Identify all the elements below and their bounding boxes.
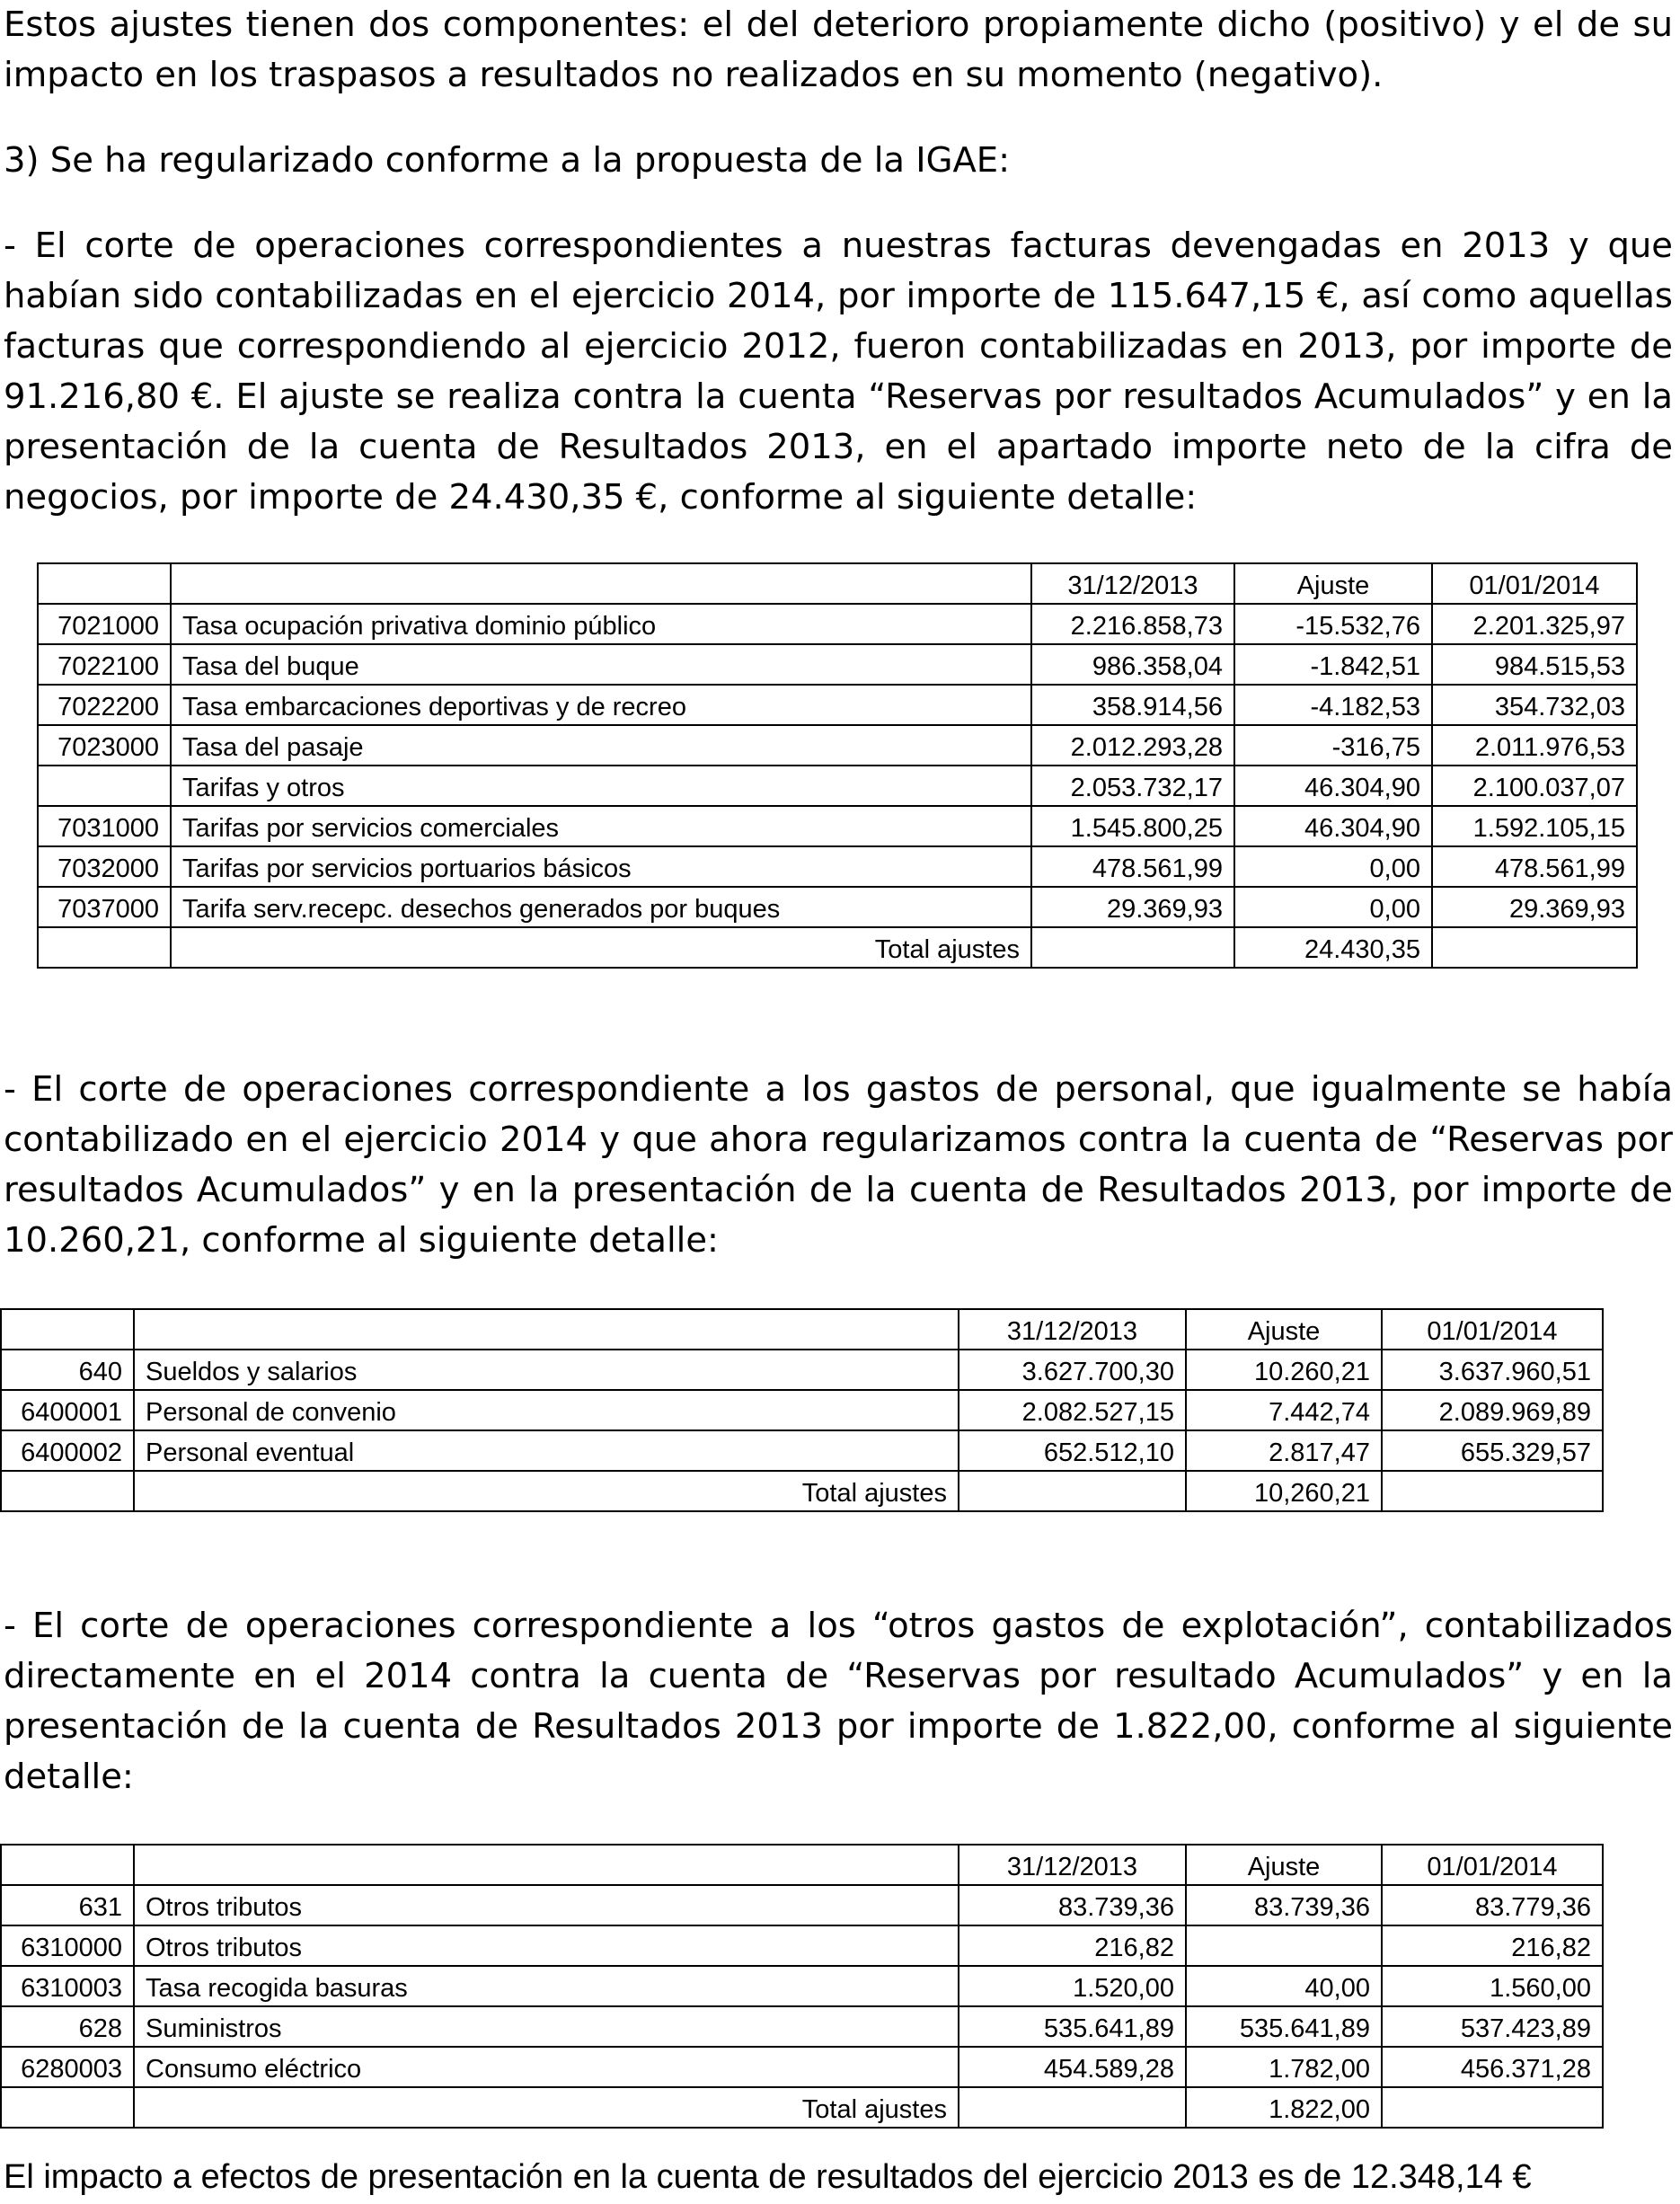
header-cell: 01/01/2014 xyxy=(1432,563,1637,604)
adjustment-cell: -15.532,76 xyxy=(1234,604,1432,644)
header-cell xyxy=(1,1845,134,1885)
table-total-row xyxy=(1,2087,1603,2128)
adjustment-cell: 0,00 xyxy=(1234,887,1432,927)
description-cell: Sueldos y salarios xyxy=(134,1350,959,1390)
account-code-cell: 7032000 xyxy=(38,846,171,887)
value-2013-cell: 216,82 xyxy=(959,1925,1186,1966)
header-cell xyxy=(134,1309,959,1350)
value-2014-cell: 655.329,57 xyxy=(1382,1430,1603,1471)
table-revenue-adjustments xyxy=(37,562,1638,969)
total-label-cell: Total ajustes xyxy=(134,1471,959,1511)
value-2014-cell: 1.592.105,15 xyxy=(1432,806,1637,846)
value-2013-cell: 2.082.527,15 xyxy=(959,1390,1186,1430)
table-row xyxy=(1,1925,1603,1966)
table-row xyxy=(1,1350,1603,1390)
value-2013-cell: 2.012.293,28 xyxy=(1031,725,1234,766)
description-cell: Tarifas por servicios portuarios básicos xyxy=(171,846,1031,887)
table-header-row xyxy=(38,563,1637,604)
account-code-cell xyxy=(38,766,171,806)
value-2014-cell: 3.637.960,51 xyxy=(1382,1350,1603,1390)
description-cell: Tarifas y otros xyxy=(171,766,1031,806)
empty-cell xyxy=(1,2087,134,2128)
adjustment-cell: -1.842,51 xyxy=(1234,644,1432,685)
value-2013-cell: 83.739,36 xyxy=(959,1885,1186,1925)
value-2013-cell: 2.216.858,73 xyxy=(1031,604,1234,644)
adjustment-cell: 46.304,90 xyxy=(1234,806,1432,846)
empty-cell xyxy=(38,927,171,968)
value-2013-cell: 652.512,10 xyxy=(959,1430,1186,1471)
value-2013-cell: 2.053.732,17 xyxy=(1031,766,1234,806)
account-code-cell: 7023000 xyxy=(38,725,171,766)
value-2014-cell: 1.560,00 xyxy=(1382,1966,1603,2006)
adjustment-cell: -4.182,53 xyxy=(1234,685,1432,725)
empty-cell xyxy=(1382,1471,1603,1511)
header-cell: Ajuste xyxy=(1186,1309,1382,1350)
header-cell xyxy=(171,563,1031,604)
table-row xyxy=(1,1390,1603,1430)
table-row xyxy=(38,685,1637,725)
final-impact-note: El impacto a efectos de presentación en la cuenta de resultados del ejercicio 2013 es de 12.348,14 € xyxy=(4,2158,1532,2196)
description-cell: Tasa ocupación privativa dominio público xyxy=(171,604,1031,644)
account-code-cell: 6280003 xyxy=(1,2047,134,2087)
table-header-row xyxy=(1,1845,1603,1885)
description-cell: Suministros xyxy=(134,2006,959,2047)
table-row xyxy=(38,766,1637,806)
header-cell: Ajuste xyxy=(1186,1845,1382,1885)
empty-cell xyxy=(1,1471,134,1511)
adjustment-cell: 40,00 xyxy=(1186,1966,1382,2006)
header-cell xyxy=(134,1845,959,1885)
description-cell: Tasa recogida basuras xyxy=(134,1966,959,2006)
table-personnel-adjustments xyxy=(0,1308,1604,1512)
account-code-cell: 628 xyxy=(1,2006,134,2047)
value-2014-cell: 2.089.969,89 xyxy=(1382,1390,1603,1430)
value-2013-cell: 29.369,93 xyxy=(1031,887,1234,927)
table-row xyxy=(38,846,1637,887)
adjustment-cell: 10.260,21 xyxy=(1186,1350,1382,1390)
total-value-cell: 24.430,35 xyxy=(1234,927,1432,968)
paragraph-section-3: 3) Se ha regularizado conforme a la propuesta de la IGAE: xyxy=(4,140,1011,181)
description-cell: Tasa del buque xyxy=(171,644,1031,685)
account-code-cell: 7022100 xyxy=(38,644,171,685)
adjustment-cell: 7.442,74 xyxy=(1186,1390,1382,1430)
account-code-cell: 6310003 xyxy=(1,1966,134,2006)
account-code-cell: 7037000 xyxy=(38,887,171,927)
adjustment-cell: 1.782,00 xyxy=(1186,2047,1382,2087)
description-cell: Tarifa serv.recepc. desechos generados por buques xyxy=(171,887,1031,927)
description-cell: Otros tributos xyxy=(134,1925,959,1966)
empty-cell xyxy=(1432,927,1637,968)
value-2013-cell: 986.358,04 xyxy=(1031,644,1234,685)
header-cell xyxy=(1,1309,134,1350)
paragraph-other-expenses-cutoff: - El corte de operaciones correspondiente a los “otros gastos de explotación”, contabilizados directamente en el 2014 contra la cuenta de “Reservas por resultado Acumulados” y en la presentación de la cuenta de Resultados 2013 por importe de 1.822,00, conforme al siguiente detalle: xyxy=(4,1606,1673,1797)
header-cell: 01/01/2014 xyxy=(1382,1845,1603,1885)
description-cell: Personal eventual xyxy=(134,1430,959,1471)
adjustment-cell: 46.304,90 xyxy=(1234,766,1432,806)
empty-cell xyxy=(959,1471,1186,1511)
account-code-cell: 7022200 xyxy=(38,685,171,725)
header-cell: 01/01/2014 xyxy=(1382,1309,1603,1350)
value-2013-cell: 358.914,56 xyxy=(1031,685,1234,725)
value-2013-cell: 1.520,00 xyxy=(959,1966,1186,2006)
description-cell: Tasa del pasaje xyxy=(171,725,1031,766)
value-2014-cell: 29.369,93 xyxy=(1432,887,1637,927)
description-cell: Tarifas por servicios comerciales xyxy=(171,806,1031,846)
value-2014-cell: 354.732,03 xyxy=(1432,685,1637,725)
value-2014-cell: 83.779,36 xyxy=(1382,1885,1603,1925)
value-2014-cell: 456.371,28 xyxy=(1382,2047,1603,2087)
total-label-cell: Total ajustes xyxy=(171,927,1031,968)
value-2013-cell: 535.641,89 xyxy=(959,2006,1186,2047)
description-cell: Consumo eléctrico xyxy=(134,2047,959,2087)
account-code-cell: 6310000 xyxy=(1,1925,134,1966)
adjustment-cell: 0,00 xyxy=(1234,846,1432,887)
table-row xyxy=(38,644,1637,685)
account-code-cell: 7031000 xyxy=(38,806,171,846)
description-cell: Otros tributos xyxy=(134,1885,959,1925)
adjustment-cell: -316,75 xyxy=(1234,725,1432,766)
table-total-row xyxy=(1,1471,1603,1511)
account-code-cell: 6400001 xyxy=(1,1390,134,1430)
total-value-cell: 1.822,00 xyxy=(1186,2087,1382,2128)
header-cell: 31/12/2013 xyxy=(959,1845,1186,1885)
header-cell: 31/12/2013 xyxy=(959,1309,1186,1350)
value-2013-cell: 478.561,99 xyxy=(1031,846,1234,887)
adjustment-cell xyxy=(1186,1925,1382,1966)
table-row xyxy=(38,604,1637,644)
empty-cell xyxy=(959,2087,1186,2128)
total-value-cell: 10,260,21 xyxy=(1186,1471,1382,1511)
table-row xyxy=(1,2047,1603,2087)
account-code-cell: 631 xyxy=(1,1885,134,1925)
value-2014-cell: 2.011.976,53 xyxy=(1432,725,1637,766)
value-2014-cell: 2.201.325,97 xyxy=(1432,604,1637,644)
paragraph-invoices-cutoff: - El corte de operaciones correspondientes a nuestras facturas devengadas en 2013 y que habían sido contabilizadas en el ejercicio 2014, por importe de 115.647,15 €, así como aquellas facturas que correspondiendo al ejercicio 2012, fueron contabilizadas en 2013, por importe de 91.216,80 €. El ajuste se realiza contra la cuenta “Reservas por resultados Acumulados” y en la presentación de la cuenta de Resultados 2013, en el apartado importe neto de la cifra de negocios, por importe de 24.430,35 €, conforme al siguiente detalle: xyxy=(4,226,1673,518)
value-2013-cell: 1.545.800,25 xyxy=(1031,806,1234,846)
value-2014-cell: 478.561,99 xyxy=(1432,846,1637,887)
total-label-cell: Total ajustes xyxy=(134,2087,959,2128)
table-row xyxy=(38,887,1637,927)
description-cell: Personal de convenio xyxy=(134,1390,959,1430)
value-2014-cell: 984.515,53 xyxy=(1432,644,1637,685)
value-2014-cell: 537.423,89 xyxy=(1382,2006,1603,2047)
header-cell: 31/12/2013 xyxy=(1031,563,1234,604)
account-code-cell: 7021000 xyxy=(38,604,171,644)
table-row xyxy=(1,1885,1603,1925)
value-2013-cell: 454.589,28 xyxy=(959,2047,1186,2087)
account-code-cell: 6400002 xyxy=(1,1430,134,1471)
value-2013-cell: 3.627.700,30 xyxy=(959,1350,1186,1390)
empty-cell xyxy=(1382,2087,1603,2128)
description-cell: Tasa embarcaciones deportivas y de recreo xyxy=(171,685,1031,725)
adjustment-cell: 83.739,36 xyxy=(1186,1885,1382,1925)
table-total-row xyxy=(38,927,1637,968)
table-row xyxy=(1,1430,1603,1471)
value-2014-cell: 2.100.037,07 xyxy=(1432,766,1637,806)
adjustment-cell: 535.641,89 xyxy=(1186,2006,1382,2047)
paragraph-personnel-cutoff: - El corte de operaciones correspondiente a los gastos de personal, que igualmente se había contabilizado en el ejercicio 2014 y que ahora regularizamos contra la cuenta de “Reservas por resultados Acumulados” y en la presentación de la cuenta de Resultados 2013, por importe de 10.260,21, conforme al siguiente detalle: xyxy=(4,1069,1673,1261)
table-row xyxy=(1,2006,1603,2047)
table-row xyxy=(1,1966,1603,2006)
value-2014-cell: 216,82 xyxy=(1382,1925,1603,1966)
account-code-cell: 640 xyxy=(1,1350,134,1390)
empty-cell xyxy=(1031,927,1234,968)
header-cell: Ajuste xyxy=(1234,563,1432,604)
table-row xyxy=(38,806,1637,846)
table-header-row xyxy=(1,1309,1603,1350)
table-other-expenses-adjustments xyxy=(0,1844,1604,2129)
adjustment-cell: 2.817,47 xyxy=(1186,1430,1382,1471)
header-cell xyxy=(38,563,171,604)
paragraph-intro: Estos ajustes tienen dos componentes: el del deterioro propiamente dicho (positivo) y el de su impacto en los traspasos a resultados no realizados en su momento (negativo). xyxy=(4,4,1673,95)
table-row xyxy=(38,725,1637,766)
